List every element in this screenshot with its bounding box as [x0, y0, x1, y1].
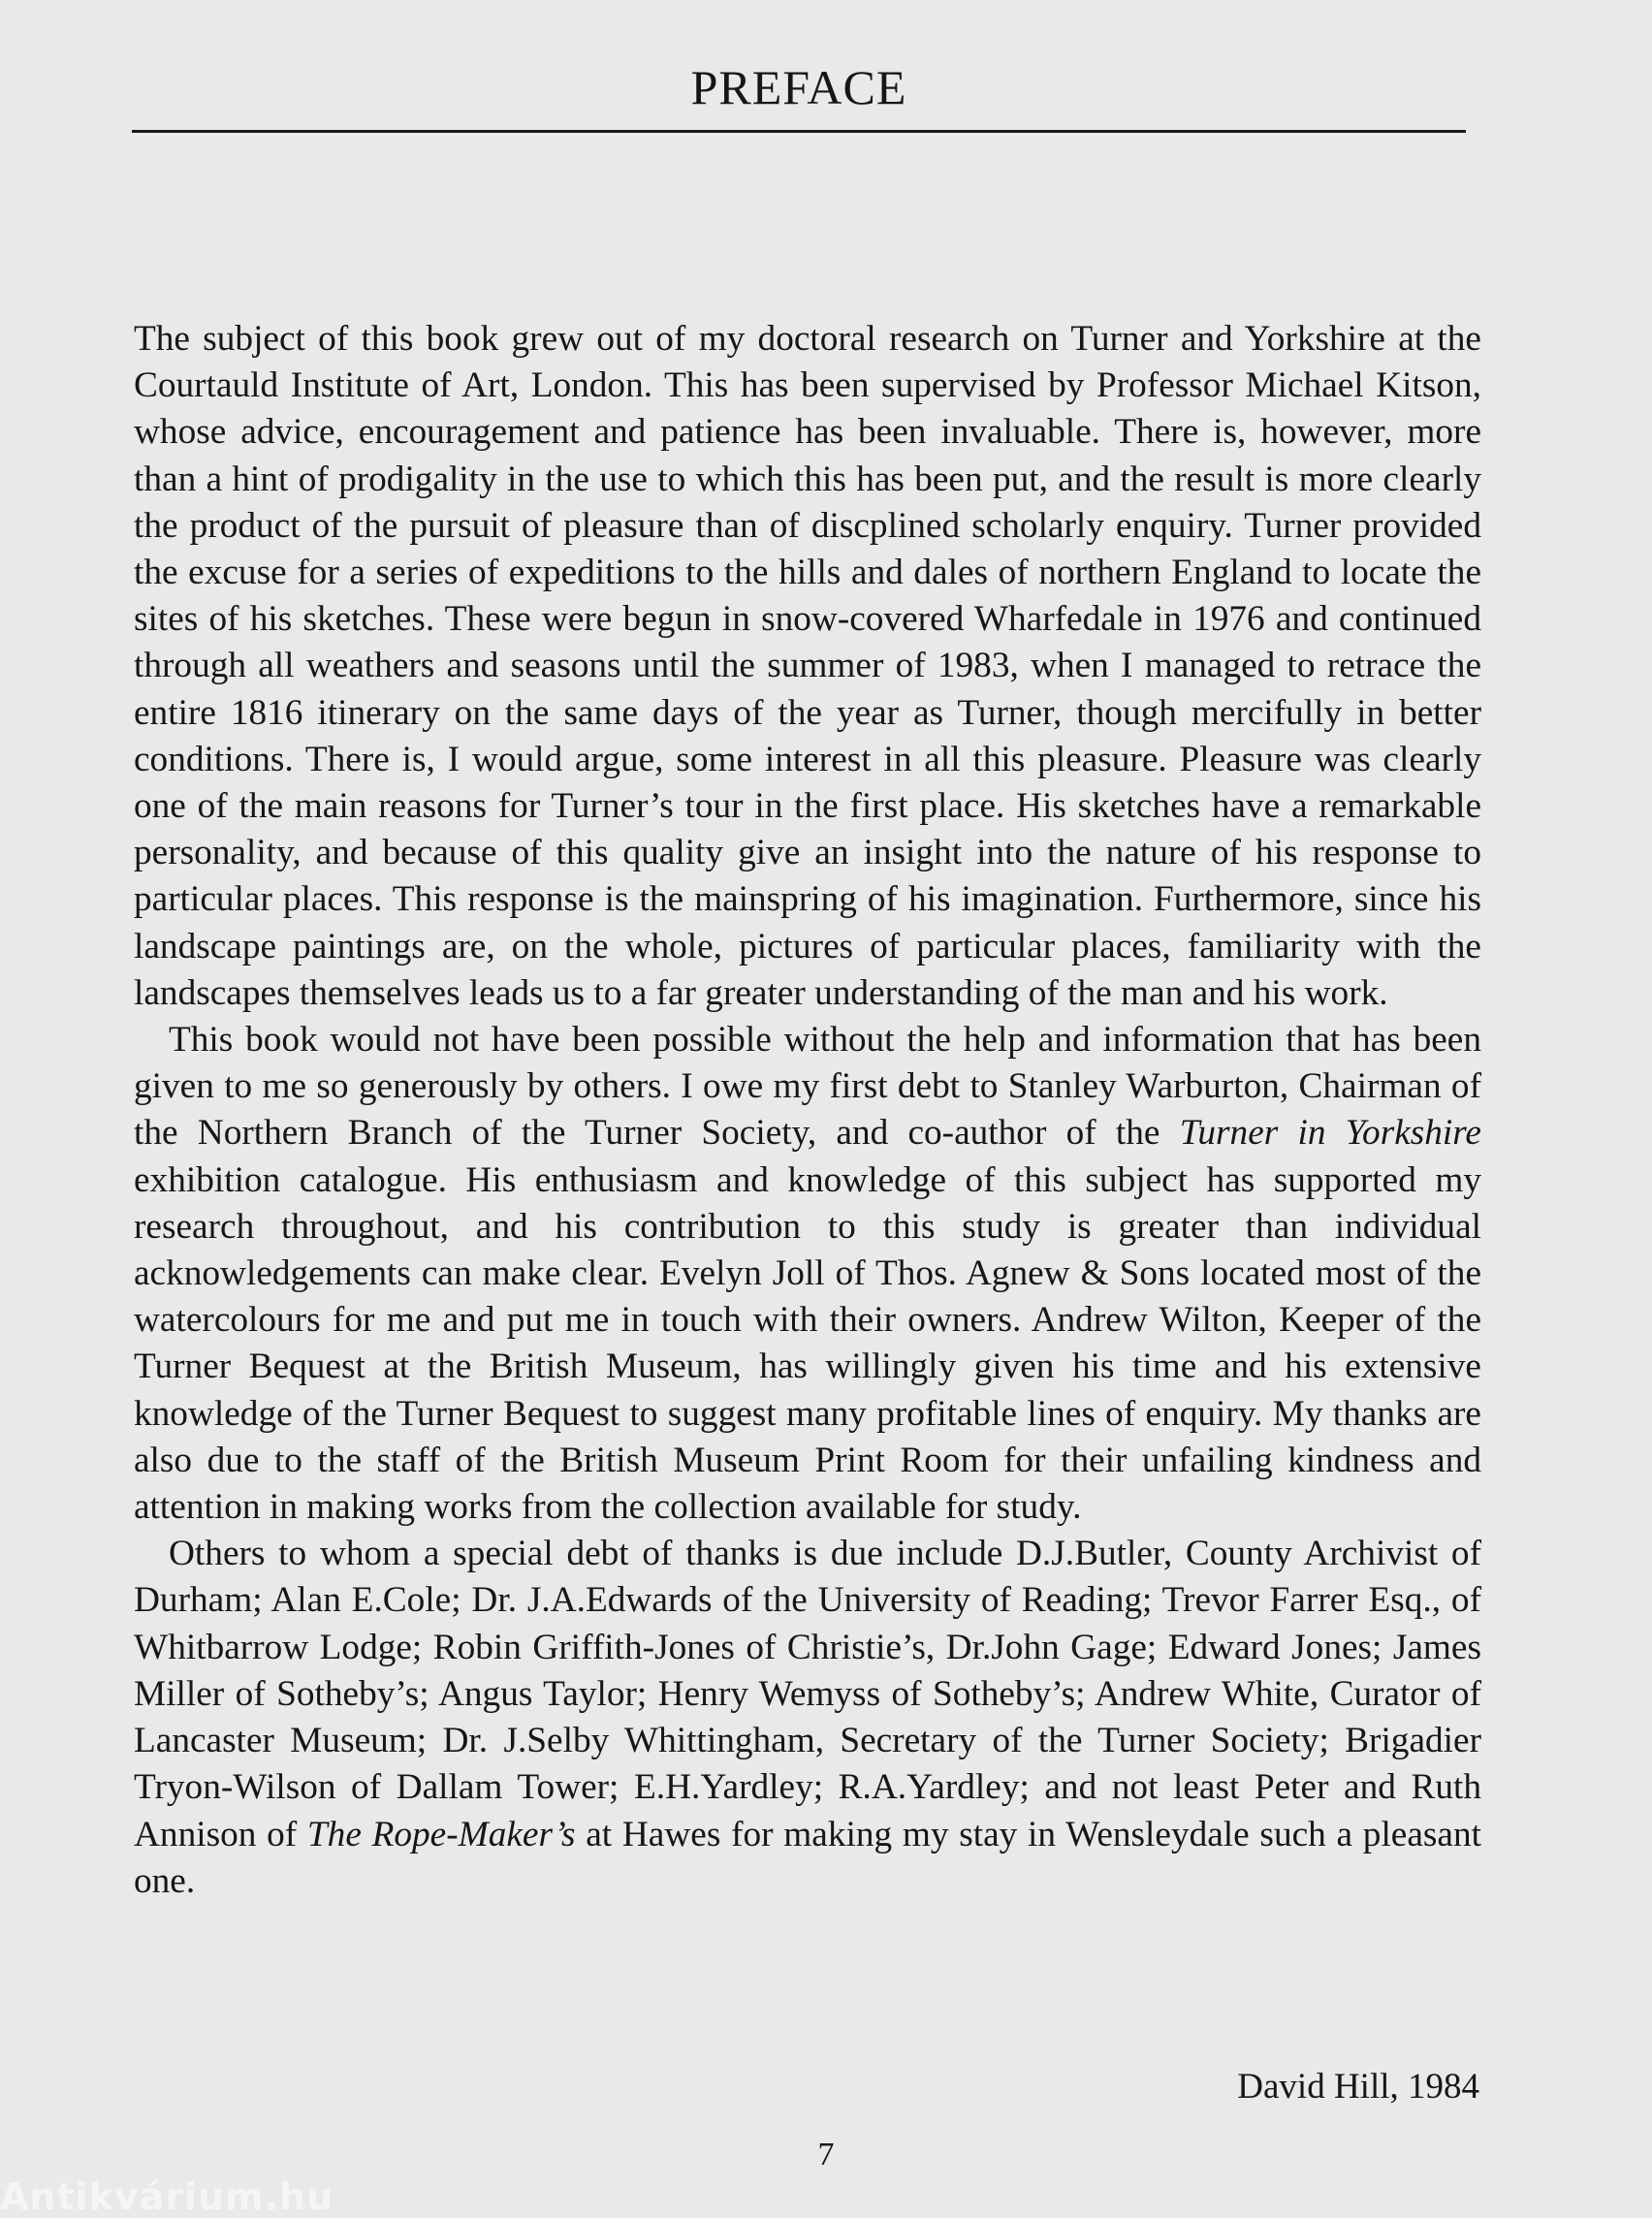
- paragraph-1: [134, 316, 1481, 1017]
- preface-body: [134, 316, 1481, 1905]
- author-signature: David Hill, 1984: [1237, 2067, 1479, 2107]
- paragraph-3: [134, 1531, 1481, 1905]
- paragraph-2: [134, 1017, 1481, 1531]
- paragraph-text: Others to whom a special debt of thanks is due include D.J.Butler, County Archivist of Durham; Alan E.Cole; Dr. J.A.Edwards of the University of Reading; Trevor Farrer Esq., of Whitbarrow Lodge; Robin Griffith-Jones of Christie’s, Dr.John Gage; Edward Jones; James Miller of Sotheby’s; Angus Taylor; Henry Wemyss of Sotheby’s; Andrew White, Curator of Lancaster Museum; Dr. J.Selby Whittingham, Secretary of the Turner Society; Brigadier Tryon-Wilson of Dallam Tower; E.H.Yardley; R.A.Yardley; and not least Peter and Ruth Annison of: [134, 1534, 1481, 1854]
- paragraph-text: The subject of this book grew out of my doctoral research on Turner and Yorkshire at the Courtauld Institute of Art, London. This has been supervised by Professor Michael Kitson, whose advice, encouragement and patience has been invaluable. There is, however, more than a hint of prodigality in the use to which this has been put, and the result is more clearly the product of the pursuit of pleasure than of discplined scholarly enquiry. Turner provided the excuse for a series of expeditions to the hills and dales of northern England to locate the sites of his sketches. These were begun in snow-covered Wharfedale in 1976 and continued through all weathers and seasons until the summer of 1983, when I managed to retrace the entire 1816 itinerary on the same days of the year as Turner, though mercifully in better conditions. There is, I would argue, some interest in all this pleasure. Pleasure was clearly one of the main reasons for Turner’s tour in the first place. His sketches have a remarkable personality, and because of this quality give an insight into the nature of his response to particular places. This response is the mainspring of his imagination. Furthermore, since his landscape paintings are, on the whole, pictures of particular places, familiarity with the landscapes themselves leads us to a far greater understanding of the man and his work.: [134, 319, 1481, 1013]
- title-rule: [132, 130, 1466, 133]
- italic-title: Turner in Yorkshire: [1179, 1113, 1481, 1154]
- paragraph-text: This book would not have been possible without the help and information that has been given to me so generously by others. I owe my first debt to Stanley Warburton, Chairman of the Northern Branch of the Turner Society, and co-author of the: [134, 1020, 1481, 1154]
- italic-title: The Rope-Maker’s: [306, 1814, 576, 1854]
- paragraph-text: exhibition catalogue. His enthusiasm and knowledge of this subject has supported my research throughout, and his contribution to this study is greater than individual acknowledgements can make clear. Evelyn Joll of Thos. Agnew & Sons located most of the watercolours for me and put me in touch with their owners. Andrew Wilton, Keeper of the Turner Bequest at the British Museum, has willingly given his time and his extensive knowledge of the Turner Bequest to suggest many profitable lines of enquiry. My thanks are also due to the staff of the British Museum Print Room for their unfailing kindness and attention in making works from the collection available for study.: [134, 1159, 1481, 1528]
- page-number: 7: [817, 2137, 835, 2172]
- watermark: Antikvárium.hu: [0, 2175, 334, 2218]
- paragraph-text: at Hawes for making my stay in Wensleydale such a pleasant one.: [134, 1814, 1481, 1901]
- page-title: PREFACE: [690, 60, 907, 114]
